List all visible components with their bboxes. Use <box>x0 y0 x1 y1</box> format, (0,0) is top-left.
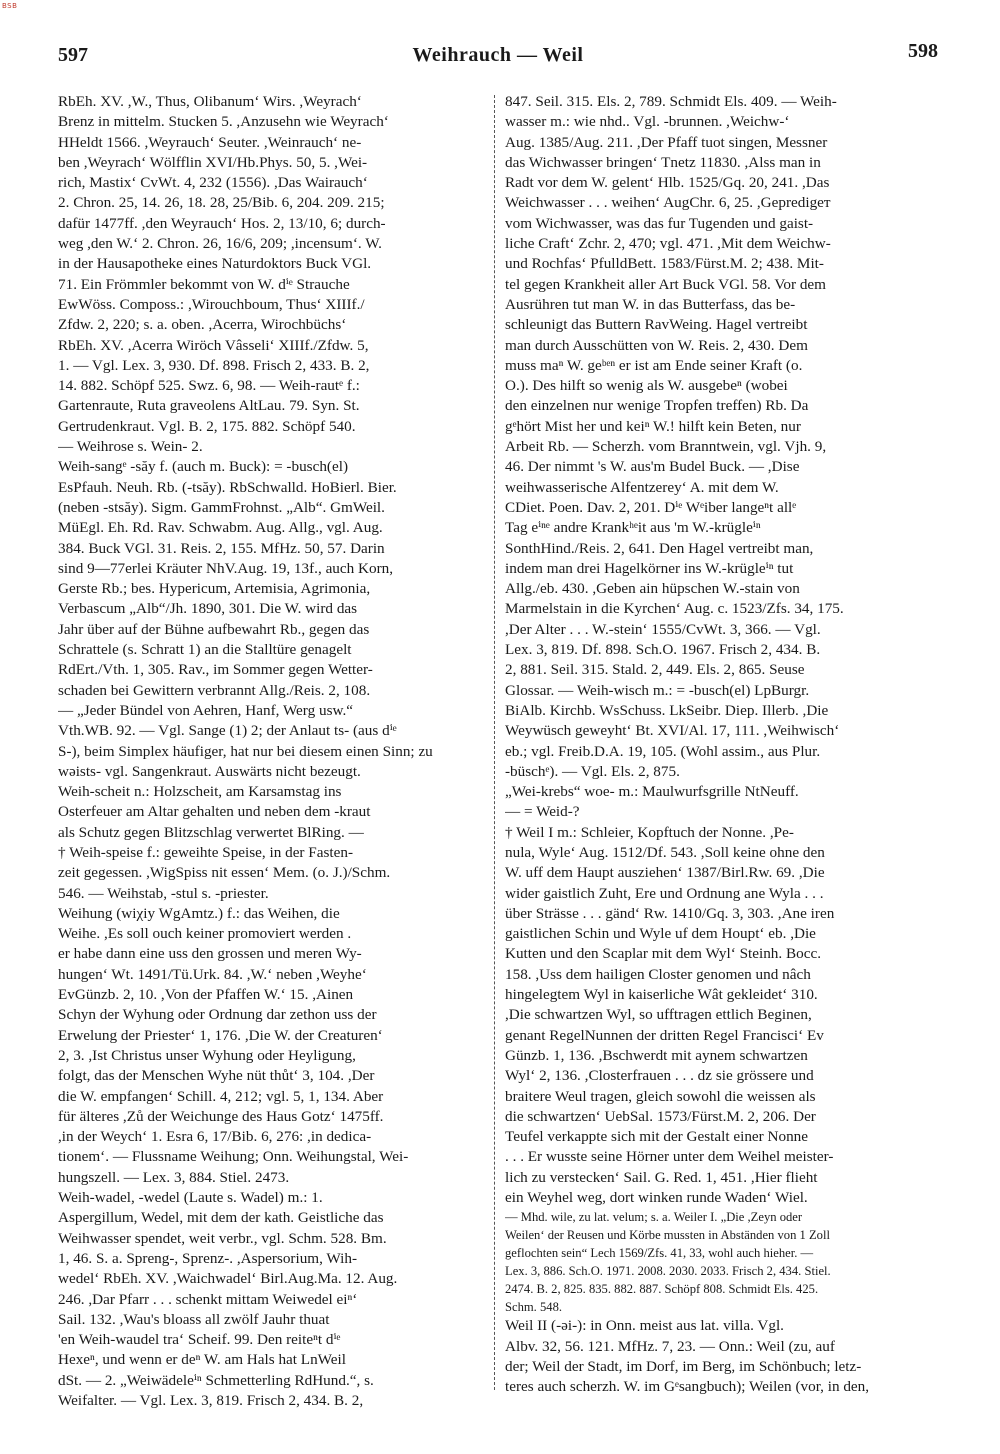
text-line: Hexeⁿ, und wenn er deⁿ W. am Hals hat LnWeil <box>58 1351 346 1369</box>
text-line: folgt, das der Menschen Wyhe nüt thůt‘ 3, 104. ,Der <box>58 1067 375 1085</box>
text-line: indem man drei Hagelkörner ins W.-krügleⁱⁿ tut <box>505 559 794 577</box>
text-line: 2, 881. Seil. 315. Stald. 2, 449. Els. 2, 865. Seuse <box>505 661 805 679</box>
text-line: Tag eⁱⁿᵉ andre Krankʰᵉit aus 'm W.-krügleⁱⁿ <box>505 519 761 537</box>
text-line: Wyl‘ 2, 136. ,Closterfrauen . . . dz sie grössere und <box>505 1067 814 1085</box>
text-line: liche Craft‘ Zchr. 2, 470; vgl. 471. ,Mit dem Weichw- <box>505 235 831 253</box>
text-line: EwWöss. Composs.: ,Wirouchboum, Thus‘ XIIIf./ <box>58 295 365 313</box>
text-line: geflochten sein“ Lech 1569/Zfs. 41, 33, wohl auch hieher. — <box>505 1246 814 1261</box>
text-line: als Schutz gegen Blitzschlag verwertet BlRing. — <box>58 823 364 841</box>
text-line: dSt. — 2. „Weiwädeleⁱⁿ Schmetterling RdHund.“, s. <box>58 1371 374 1389</box>
text-line: tel gegen Krankheit aller Art Buck VGl. 58. Vor dem <box>505 275 826 293</box>
text-line: † Weil I m.: Schleier, Kopftuch der Nonne. ,Pe- <box>505 823 794 841</box>
text-line: Günzb. 1, 136. ,Bschwerdt mit aynem schwartzen <box>505 1046 808 1064</box>
text-line: wedel‘ RbEh. XV. ,Waichwadel‘ Birl.Aug.Ma. 12. Aug. <box>58 1270 398 1288</box>
text-line: eb.; vgl. Freib.D.A. 19, 105. (Wohl assim., aus Plur. <box>505 742 821 760</box>
text-line: Gartenraute, Ruta graveolens AltLau. 79. Syn. St. <box>58 397 360 415</box>
text-line: Ausrühren tut man W. in das Butterfass, das be- <box>505 295 796 313</box>
text-line: Schm. 548. <box>505 1300 563 1315</box>
text-line: braitere Weul tragen, gleich sowohl die weissen als <box>505 1087 816 1105</box>
text-line: 847. Seil. 315. Els. 2, 789. Schmidt Els. 409. — Weih- <box>505 93 837 110</box>
text-line: — = Weid-? <box>505 803 580 821</box>
text-line: tionem‘. — Flussname Weihung; Onn. Weihungstal, Wei- <box>58 1148 409 1166</box>
text-line: wəists- vgl. Sangenkraut. Auswärts nicht bezeugt. <box>58 762 361 780</box>
text-line: das Wichwasser bringen‘ Tnetz 11830. ,Alss man in <box>505 153 821 171</box>
text-line: Brenz in mittelm. Stucken 5. ,Anzusehn wie Weyrach‘ <box>58 113 389 131</box>
library-watermark: BSB <box>2 2 18 10</box>
text-line: Weihwasser spendet, weit verbr., vgl. Schm. 528. Bm. <box>58 1229 387 1247</box>
text-line: Zfdw. 2, 220; s. a. oben. ,Acerra, Wirochbüchs‘ <box>58 316 347 334</box>
text-line: ,Der Alter . . . W.-stein‘ 1555/CvWt. 3, 366. — Vgl. <box>505 620 821 638</box>
text-line: Arbeit Rb. — Scherzh. vom Branntwein, vgl. Vjh. 9, <box>505 438 827 456</box>
text-line: weihwasserische Alfentzerey‘ A. mit dem W. <box>505 478 779 496</box>
text-line: SonthHind./Reis. 2, 641. Den Hagel vertreibt man, <box>505 539 814 557</box>
text-line: — „Jeder Bündel von Aehren, Hanf, Werg usw.“ <box>58 701 353 719</box>
text-line: Gerste Rb.; bes. Hypericum, Artemisia, Agrimonia, <box>58 580 371 598</box>
text-line: Weilen‘ der Reusen und Körbe mussten in Abständen von 1 Zoll <box>505 1228 830 1243</box>
text-line: Schyn der Wyhung oder Ordnung dar zethon uss der <box>58 1006 377 1024</box>
text-line: BiAlb. Kirchb. WsSchuss. LkSeibr. Diep. Illerb. ,Die <box>505 701 829 719</box>
text-line: Verbascum „Alb“/Jh. 1890, 301. Die W. wird das <box>58 600 358 618</box>
column-divider <box>494 95 495 1390</box>
text-line: Osterfeuer am Altar gehalten und neben dem -kraut <box>58 803 371 821</box>
text-line: Allg./eb. 430. ,Geben ain hüpschen W.-stain von <box>505 580 800 598</box>
text-line: 1. — Vgl. Lex. 3, 930. Df. 898. Frisch 2, 433. B. 2, <box>58 356 370 374</box>
text-line: Weifalter. — Vgl. Lex. 3, 819. Frisch 2, 434. B. 2, <box>58 1392 364 1409</box>
text-line: dafür 1477ff. ,den Weyrauch‘ Hos. 2, 13/10, 6; durch- <box>58 214 386 232</box>
text-line: S-), beim Simplex häufiger, hat nur bei diesem einen Sinn; zu <box>58 742 433 760</box>
text-line: der; Weil der Stadt, im Dorf, im Berg, im Schönbuch; letz- <box>505 1357 862 1375</box>
text-line: 'en Weih-waudel tra‘ Scheif. 99. Den reiteⁿt dⁱᵉ <box>58 1331 341 1349</box>
text-line: gᵉhört Mist her und keiⁿ W.! hilft kein Beten, nur <box>505 417 801 435</box>
text-line: RbEh. XV. ,Acerra Wiröch Vâsseli‘ XIIIf./Zfdw. 5, <box>58 336 369 354</box>
text-line: ein Weyhel weg, dort winken runde Waden‘ Wiel. <box>505 1189 808 1207</box>
text-line: vom Wichwasser, was das fur Tugenden und gaist- <box>505 214 814 232</box>
text-line: den einzelnen nur wenige Tropfen treffen) Rb. Da <box>505 397 809 415</box>
text-line: 546. — Weihstab, -stul s. -priester. <box>58 884 269 902</box>
text-line: für älteres ,Zů der Weichunge des Haus Gotz‘ 1475ff. <box>58 1107 384 1125</box>
text-line: Vth.WB. 92. — Vgl. Sange (1) 2; der Anlaut ts- (aus dⁱᵉ <box>58 722 397 740</box>
text-line: Weywüsch geweyht‘ Bt. XVI/Al. 17, 111. ,Weihwisch‘ <box>505 722 840 740</box>
text-line: über Strässe . . . gänd‘ Rw. 1410/Gq. 3, 303. ,Ane iren <box>505 904 835 922</box>
right-column <box>505 92 933 1396</box>
text-line: MüEgl. Eh. Rd. Rav. Schwabm. Aug. Allg., vgl. Aug. <box>58 519 383 537</box>
text-line: gaistlichen Schin und Wyle uf dem Houpt‘ eb. ,Die <box>505 925 816 943</box>
text-line: weg ,den W.‘ 2. Chron. 26, 16/6, 209; ,incensum‘. W. <box>58 235 382 253</box>
text-line: hungen‘ Wt. 1491/Tü.Urk. 84. ,W.‘ neben ,Weyhe‘ <box>58 965 367 983</box>
text-line: ,Die schwartzen Wyl, so ufftragen ettlich Beginen, <box>505 1006 812 1024</box>
page-header <box>58 40 938 70</box>
text-line: — Weihrose s. Wein- 2. <box>58 438 203 456</box>
text-line: teres auch scherzh. W. im Gᵉsangbuch); Weilen (vor, in den, <box>505 1378 870 1396</box>
running-head: Weihrauch — Weil <box>412 44 584 66</box>
text-line: 46. Der nimmt 's W. aus'm Budel Buck. — ,Dise <box>505 458 800 476</box>
text-line: 71. Ein Frömmler bekommt von W. dⁱᵉ Strauche <box>58 275 350 293</box>
text-line: HHeldt 1566. ,Weyrauch‘ Seuter. ,Weinrauch‘ ne- <box>58 133 362 151</box>
text-line: † Weih-speise f.: geweihte Speise, in der Fasten- <box>58 843 353 861</box>
text-line: RdErt./Vth. 1, 305. Rav., im Sommer gegen Wetter- <box>58 661 373 679</box>
text-line: Marmelstain in die Kyrchen‘ Aug. c. 1523/Zfs. 34, 175. <box>505 600 844 618</box>
text-line: Albv. 32, 56. 121. MfHz. 7, 23. — Onn.: Weil (zu, auf <box>505 1337 835 1355</box>
text-line: (neben -stsăy). Sigm. GammFrohnst. „Alb“. GmWeil. <box>58 498 385 516</box>
text-line: genant RegelNunnen der dritten Regel Francisci‘ Ev <box>505 1026 824 1044</box>
text-line: lich zu verstecken‘ Sail. G. Red. 1, 451. ,Hier flieht <box>505 1168 818 1186</box>
text-line: Weih-sangᵉ -săy f. (auch m. Buck): = -busch(el) <box>58 458 349 476</box>
text-line: die W. empfangen‘ Schill. 4, 212; vgl. 5, 1, 134. Aber <box>58 1087 384 1105</box>
text-line: Kutten und den Scaplar mit dem Wyl‘ Steinh. Bocc. <box>505 945 821 963</box>
text-line: in der Hausapotheke eines Naturdoktors Buck VGl. <box>58 255 372 273</box>
text-line: Weichwasser . . . weihen‘ AugChr. 6, 25. ,Gepredigет <box>505 194 831 212</box>
text-line: EsPfauh. Neuh. Rb. (-tsăy). RbSchwalld. HoBierl. Bier. <box>58 478 397 496</box>
text-line: hungszell. — Lex. 3, 884. Stiel. 2473. <box>58 1168 290 1186</box>
text-line: Weih-scheit n.: Holzscheit, am Karsamstag ins <box>58 783 342 801</box>
text-line: „Wei-krebs“ woe- m.: Maulwurfsgrille NtNeuff. <box>505 783 799 801</box>
text-line: W. uff dem Haupt ausziehen‘ 1387/Birl.Rw. 69. ,Die <box>505 864 825 882</box>
text-line: 2, 3. ,Ist Christus unser Wyhung oder Heyligung, <box>58 1046 356 1064</box>
text-line: Schrattele (s. Schratt 1) an die Stalltüre genagelt <box>58 641 352 659</box>
text-line: 384. Buck VGl. 31. Reis. 2, 155. MfHz. 50, 57. Darin <box>58 539 385 557</box>
text-line: Glossar. — Weih-wisch m.: = -busch(el) LpBurgr. <box>505 681 810 699</box>
text-line: Weil II (-əi-): in Onn. meist aus lat. villa. Vgl. <box>505 1317 784 1335</box>
text-line: 14. 882. Schöpf 525. Swz. 6, 98. — Weih-rautᵉ f.: <box>58 377 360 395</box>
text-line: schleunigt das Buttern RavWeing. Hagel vertreibt <box>505 316 808 334</box>
text-line: 2474. B. 2, 825. 835. 882. 887. Schöpf 808. Schmidt Els. 425. <box>505 1282 819 1297</box>
text-line: nula, Wyle‘ Aug. 1512/Df. 543. ,Soll keine ohne den <box>505 843 825 861</box>
page-number-left: 597 <box>58 44 88 66</box>
text-line: zeit gegessen. ,WigSpiss nit essen‘ Mem. (o. J.)/Schm. <box>58 864 391 882</box>
text-line: muss maⁿ W. geᵇᵉⁿ er ist am Ende seiner Kraft (o. <box>505 356 803 374</box>
text-line: Aspergillum, Wedel, mit dem der kath. Geistliche das <box>58 1209 384 1227</box>
text-line: Weihe. ,Es soll ouch keiner promoviert werden . <box>58 925 352 943</box>
text-line: Jahr über auf der Bühne aufbewahrt Rb., gegen das <box>58 620 370 638</box>
text-line: O.). Des hilft so wenig als W. ausgebeⁿ (wobei <box>505 377 788 395</box>
text-line: ben ,Weyrach‘ Wölfflin XVI/Hb.Phys. 50, 5. ,Wei- <box>58 153 368 171</box>
text-line: Lex. 3, 819. Df. 898. Sch.O. 1967. Frisch 2, 434. B. <box>505 641 821 659</box>
left-column <box>58 92 486 1409</box>
text-line: Radt vor dem W. gelent‘ Hlb. 1525/Gq. 20, 241. ,Das <box>505 174 830 192</box>
text-line: Gertrudenkraut. Vgl. B. 2, 175. 882. Schöpf 540. <box>58 417 356 435</box>
text-line: wasser m.: wie nhd.. Vgl. -brunnen. ,Weichw-‘ <box>505 113 790 131</box>
text-line: 1, 46. S. a. Spreng-, Sprenz-. ,Aspersorium, Wih- <box>58 1249 358 1267</box>
text-line: schaden bei Gewittern verbrannt Allg./Reis. 2, 108. <box>58 681 371 699</box>
text-line: rich, Mastix‘ CvWt. 4, 232 (1556). ,Das Wairauch‘ <box>58 174 368 192</box>
text-line: Weihung (wiχiy WgAmtz.) f.: das Weihen, die <box>58 904 340 922</box>
page-number-right: 598 <box>908 40 938 62</box>
text-line: die schwartzen‘ UebSal. 1573/Fürst.M. 2, 206. Der <box>505 1107 816 1125</box>
text-line: RbEh. XV. ,W., Thus, Olibanum‘ Wirs. ,Weyrach‘ <box>58 93 362 110</box>
text-line: Erwelung der Priester‘ 1, 176. ,Die W. der Creaturen‘ <box>58 1026 383 1044</box>
text-line: ,in der Weych‘ 1. Esra 6, 17/Bib. 6, 276: ,in dedica- <box>58 1128 372 1146</box>
text-line: . . . Er wusste seine Hörner unter dem Weihel meister- <box>505 1148 834 1166</box>
text-line: Weih-wadel, -wedel (Laute s. Wadel) m.: 1. <box>58 1189 323 1207</box>
text-line: er habe dann eine uss den grossen und meren Wy- <box>58 945 362 963</box>
text-line: hingelegtem Wyl in kaiserliche Wât gekleidet‘ 310. <box>505 986 818 1004</box>
text-line: Aug. 1385/Aug. 211. ,Der Pfaff tuot singen, Messner <box>505 133 828 151</box>
text-line: EvGünzb. 2, 10. ,Von der Pfaffen W.‘ 15. ,Ainen <box>58 986 354 1004</box>
text-line: man durch Ausschütten von W. Reis. 2, 430. Dem <box>505 336 808 354</box>
text-line: 2. Chron. 25, 14. 26, 18. 28, 25/Bib. 6, 204. 209. 215; <box>58 194 385 212</box>
text-line: wider gaistlich Zuht, Ere und Ordnung ane Wyla . . . <box>505 884 824 902</box>
text-line: 158. ,Uss dem hailigen Closter genomen und nâch <box>505 965 811 983</box>
text-line: sind 9—77erlei Kräuter NhV.Aug. 19, 13f., auch Korn, <box>58 559 394 577</box>
text-line: Sail. 132. ,Wau's bloass all zwölf Jauhr thuat <box>58 1310 330 1328</box>
text-line: CDiet. Poen. Dav. 2, 201. Dⁱᵉ Wᵉiber langeⁿt allᵉ <box>505 498 797 516</box>
text-line: Teufel verkappte sich mit der Gestalt einer Nonne <box>505 1128 808 1146</box>
text-line: -büschᵉ). — Vgl. Els. 2, 875. <box>505 762 680 780</box>
text-line: Lex. 3, 886. Sch.O. 1971. 2008. 2030. 2033. Frisch 2, 434. Stiel. <box>505 1264 831 1279</box>
text-line: 246. ,Dar Pfarr . . . schenkt mittam Weiwedel eiⁿ‘ <box>58 1290 358 1308</box>
text-line: und Rochfas‘ PfulldBett. 1583/Fürst.M. 2; 438. Mit- <box>505 255 824 273</box>
text-line: — Mhd. wile, zu lat. velum; s. a. Weiler I. „Die ,Zeyn oder <box>505 1210 803 1225</box>
